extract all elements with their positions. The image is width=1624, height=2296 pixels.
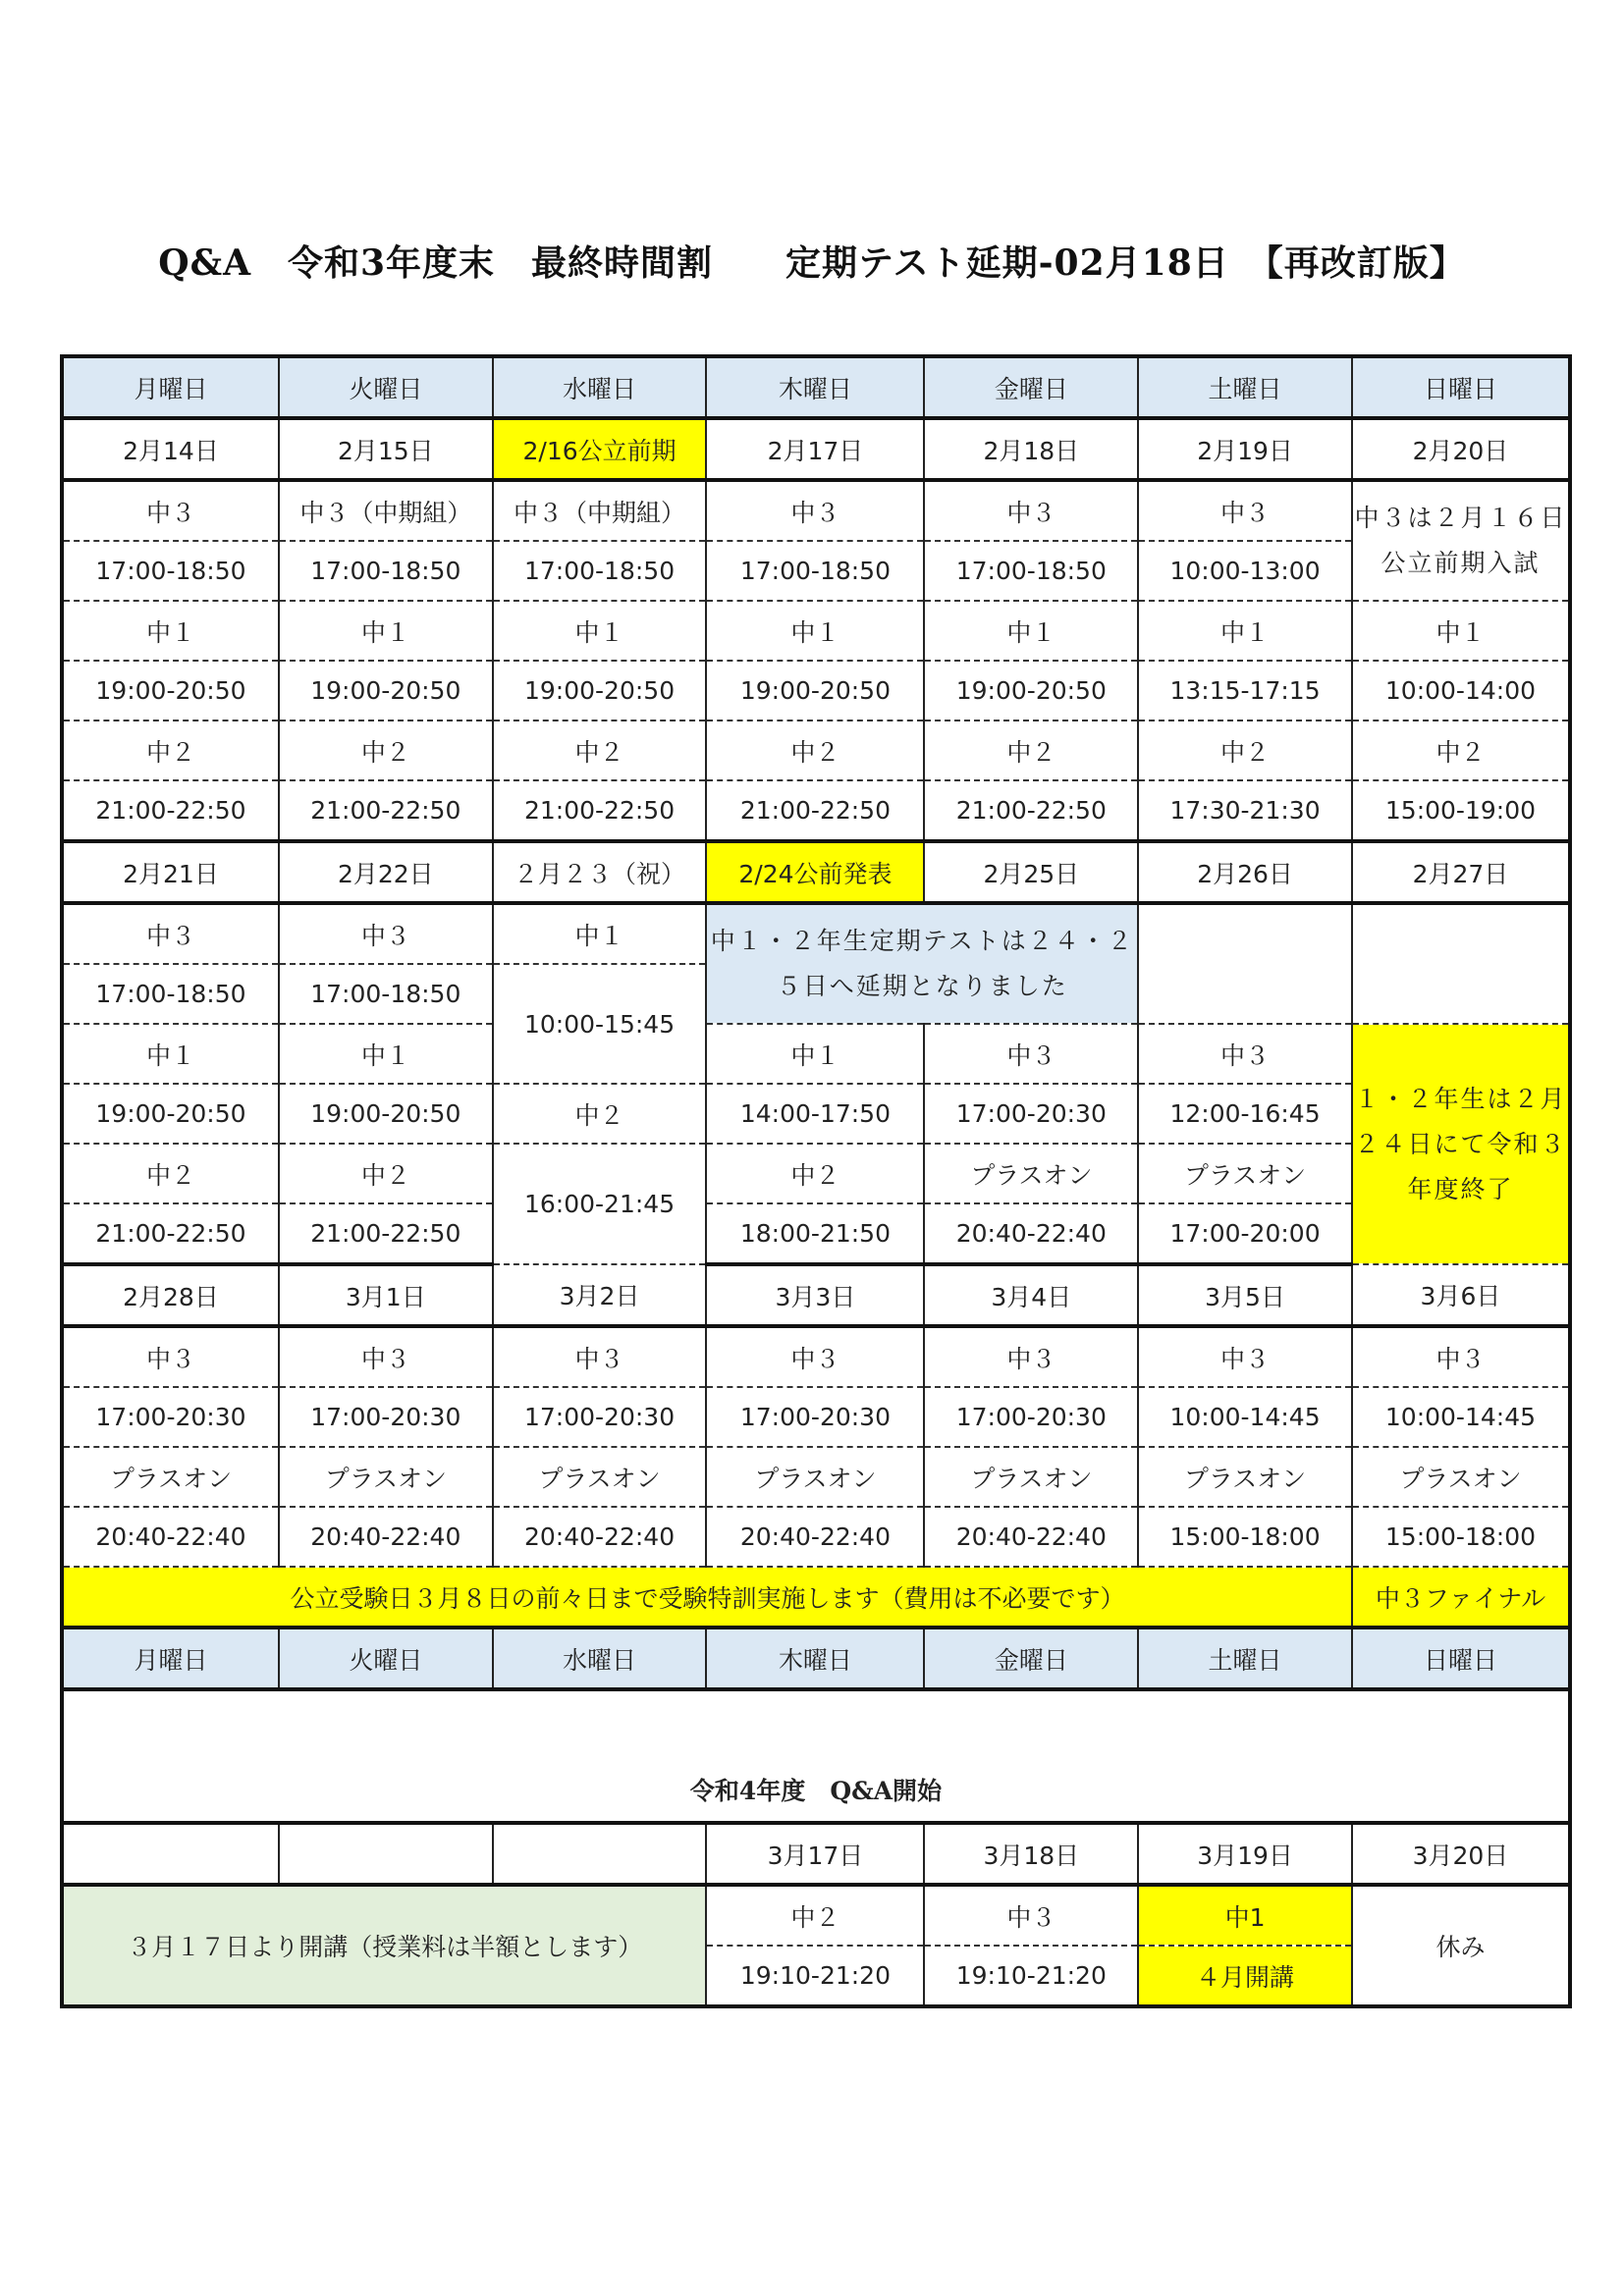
weekday-cell: 日曜日 — [1352, 356, 1570, 418]
time-cell: 15:00-18:00 — [1138, 1507, 1352, 1567]
time-cell: 13:15-17:15 — [1138, 661, 1352, 721]
time-cell: 17:00-20:30 — [924, 1387, 1138, 1447]
class-cell: プラスオン — [1138, 1447, 1352, 1507]
date-cell: 3月4日 — [924, 1264, 1138, 1326]
empty-cell — [279, 1823, 493, 1885]
class-cell: 中２ — [706, 1144, 924, 1203]
april-start-cell: ４月開講 — [1138, 1946, 1352, 2006]
class-cell: 中３ — [924, 1024, 1138, 1084]
class-cell: プラスオン — [706, 1447, 924, 1507]
special-training-banner: 公立受験日３月８日の前々日まで受験特訓実施します（費用は不必要です） — [62, 1567, 1352, 1628]
class-cell: 中１ — [493, 903, 707, 964]
class-cell: 中３ — [279, 1326, 493, 1387]
class-cell: 中３ — [1138, 1024, 1352, 1084]
time-cell: 20:40-22:40 — [279, 1507, 493, 1567]
class-cell: 中１ — [279, 601, 493, 661]
weekday-cell: 金曜日 — [924, 356, 1138, 418]
time-cell: 17:00-20:30 — [924, 1084, 1138, 1144]
class-cell: 中２ — [1138, 721, 1352, 780]
time-cell: 19:00-20:50 — [493, 661, 707, 721]
empty-cell — [62, 1823, 279, 1885]
time-cell: 10:00-15:45 — [493, 964, 707, 1084]
week1-row — [62, 780, 1570, 841]
empty-cell — [493, 1823, 707, 1885]
date-cell: 2月20日 — [1352, 418, 1570, 480]
time-cell: 17:00-18:50 — [279, 964, 493, 1024]
class-cell: 中１ — [279, 1024, 493, 1084]
time-cell: 10:00-13:00 — [1138, 541, 1352, 601]
time-cell: 21:00-22:50 — [493, 780, 707, 841]
week1-row — [62, 661, 1570, 721]
weekday-cell: 金曜日 — [924, 1628, 1138, 1689]
date-cell: 2月19日 — [1138, 418, 1352, 480]
week2-row — [62, 1144, 1570, 1203]
time-cell: 17:00-18:50 — [62, 964, 279, 1024]
final-cell: 中３ファイナル — [1352, 1567, 1570, 1628]
date-cell: 2月17日 — [706, 418, 924, 480]
year-end-note: １・２年生は２月２４日にて令和３年度終了 — [1352, 1024, 1570, 1264]
date-cell: 2月26日 — [1138, 841, 1352, 903]
date-cell: 3月6日 — [1352, 1264, 1570, 1326]
new-year-row — [62, 1885, 1570, 1946]
date-cell-highlight: 2/16公立前期 — [493, 418, 707, 480]
time-cell: 10:00-14:00 — [1352, 661, 1570, 721]
time-cell: 19:10-21:20 — [706, 1946, 924, 2006]
time-cell: 21:00-22:50 — [62, 1203, 279, 1264]
week1-row — [62, 601, 1570, 661]
class-cell: 中２ — [493, 1084, 707, 1144]
week3-row — [62, 1387, 1570, 1447]
weekday-cell: 月曜日 — [62, 356, 279, 418]
class-cell: 中３ — [62, 903, 279, 964]
class-cell: プラスオン — [1352, 1447, 1570, 1507]
date-cell: 2月18日 — [924, 418, 1138, 480]
date-cell: 3月17日 — [706, 1823, 924, 1885]
weekday-cell: 水曜日 — [493, 356, 707, 418]
class-cell-highlight: 中1 — [1138, 1885, 1352, 1946]
weekday-cell: 水曜日 — [493, 1628, 707, 1689]
class-cell: 中１ — [706, 601, 924, 661]
class-cell: 中１ — [493, 601, 707, 661]
class-cell: 中３（中期組） — [493, 480, 707, 541]
class-cell: プラスオン — [924, 1144, 1138, 1203]
time-cell: 20:40-22:40 — [706, 1507, 924, 1567]
weekday-cell: 木曜日 — [706, 356, 924, 418]
week1-row — [62, 721, 1570, 780]
date-cell: 3月19日 — [1138, 1823, 1352, 1885]
class-cell: 中３ — [1138, 480, 1352, 541]
time-cell: 12:00-16:45 — [1138, 1084, 1352, 1144]
class-cell: 中３ — [706, 480, 924, 541]
week1-row — [62, 541, 1570, 601]
class-cell: プラスオン — [1138, 1144, 1352, 1203]
time-cell: 17:00-18:50 — [924, 541, 1138, 601]
date-cell: 2月15日 — [279, 418, 493, 480]
week2-row — [62, 1084, 1570, 1144]
time-cell: 17:00-20:30 — [62, 1387, 279, 1447]
class-cell: 中３ — [924, 1326, 1138, 1387]
class-cell: 中１ — [1138, 601, 1352, 661]
class-cell: プラスオン — [62, 1447, 279, 1507]
class-cell: 中３（中期組） — [279, 480, 493, 541]
time-cell: 17:00-18:50 — [279, 541, 493, 601]
time-cell: 19:00-20:50 — [62, 1084, 279, 1144]
class-cell: 中１ — [706, 1024, 924, 1084]
time-cell: 10:00-14:45 — [1352, 1387, 1570, 1447]
week1-row — [62, 480, 1570, 541]
class-cell: 中１ — [62, 1024, 279, 1084]
weekday-cell: 土曜日 — [1138, 356, 1352, 418]
time-cell: 15:00-19:00 — [1352, 780, 1570, 841]
weekday-cell: 木曜日 — [706, 1628, 924, 1689]
time-cell: 21:00-22:50 — [924, 780, 1138, 841]
class-cell: 中２ — [706, 1885, 924, 1946]
opening-note: ３月１７日より開講（授業料は半額とします） — [62, 1885, 706, 2006]
time-cell: 21:00-22:50 — [279, 780, 493, 841]
time-cell: 21:00-22:50 — [706, 780, 924, 841]
weekday-cell: 火曜日 — [279, 356, 493, 418]
class-cell: プラスオン — [924, 1447, 1138, 1507]
time-cell: 19:00-20:50 — [62, 661, 279, 721]
class-cell: 中１ — [924, 601, 1138, 661]
date-cell: 3月1日 — [279, 1264, 493, 1326]
time-cell: 19:00-20:50 — [279, 1084, 493, 1144]
class-cell: 中３ — [706, 1326, 924, 1387]
weekday-cell: 火曜日 — [279, 1628, 493, 1689]
time-cell: 18:00-21:50 — [706, 1203, 924, 1264]
time-cell: 17:00-20:30 — [279, 1387, 493, 1447]
empty-cell — [1138, 903, 1352, 1024]
time-cell: 19:10-21:20 — [924, 1946, 1138, 2006]
time-cell: 20:40-22:40 — [924, 1507, 1138, 1567]
test-postponed-note: 中１・２年生定期テストは２４・２５日へ延期となりました — [706, 903, 1138, 1024]
class-cell: 中２ — [62, 1144, 279, 1203]
week2-row — [62, 1203, 1570, 1264]
new-year-date-row — [62, 1823, 1570, 1885]
time-cell: 17:30-21:30 — [1138, 780, 1352, 841]
date-cell: 2月25日 — [924, 841, 1138, 903]
class-cell: 中３ — [924, 480, 1138, 541]
class-cell: プラスオン — [493, 1447, 707, 1507]
week2-row — [62, 903, 1570, 964]
week2-row — [62, 1024, 1570, 1084]
class-cell: 中１ — [62, 601, 279, 661]
weekday-header-row-2 — [62, 1628, 1570, 1689]
time-cell: 10:00-14:45 — [1138, 1387, 1352, 1447]
special-training-row — [62, 1567, 1570, 1628]
class-cell: 中３ — [62, 480, 279, 541]
class-cell: 中２ — [493, 721, 707, 780]
class-cell: 中３ — [924, 1885, 1138, 1946]
time-cell: 19:00-20:50 — [279, 661, 493, 721]
week3-row — [62, 1507, 1570, 1567]
new-year-title: 令和4年度 Q&A開始 — [62, 1689, 1570, 1823]
time-cell: 19:00-20:50 — [924, 661, 1138, 721]
date-cell: 3月5日 — [1138, 1264, 1352, 1326]
class-cell: 中２ — [706, 721, 924, 780]
weekday-cell: 月曜日 — [62, 1628, 279, 1689]
week2-date-row — [62, 841, 1570, 903]
week3-row — [62, 1326, 1570, 1387]
time-cell: 17:00-18:50 — [62, 541, 279, 601]
time-cell: 15:00-18:00 — [1352, 1507, 1570, 1567]
class-cell: 中２ — [924, 721, 1138, 780]
week1-date-row — [62, 418, 1570, 480]
date-cell: 2月28日 — [62, 1264, 279, 1326]
empty-cell — [1352, 903, 1570, 1024]
date-cell: 2月27日 — [1352, 841, 1570, 903]
class-cell: 中２ — [1352, 721, 1570, 780]
time-cell: 21:00-22:50 — [279, 1203, 493, 1264]
time-cell: 17:00-18:50 — [493, 541, 707, 601]
time-cell: 19:00-20:50 — [706, 661, 924, 721]
time-cell: 17:00-18:50 — [706, 541, 924, 601]
time-cell: 21:00-22:50 — [62, 780, 279, 841]
week3-row — [62, 1447, 1570, 1507]
weekday-header-row — [62, 356, 1570, 418]
holiday-cell: 休み — [1352, 1885, 1570, 2006]
time-cell: 20:40-22:40 — [62, 1507, 279, 1567]
date-cell: 3月20日 — [1352, 1823, 1570, 1885]
schedule-table — [60, 354, 1572, 2008]
date-cell-highlight: 2/24公前発表 — [706, 841, 924, 903]
class-cell: 中１ — [1352, 601, 1570, 661]
date-cell: 2月21日 — [62, 841, 279, 903]
time-cell: 20:40-22:40 — [493, 1507, 707, 1567]
date-cell: ２月２３（祝） — [493, 841, 707, 903]
class-cell: 中３ — [493, 1326, 707, 1387]
date-cell: 3月18日 — [924, 1823, 1138, 1885]
time-cell: 14:00-17:50 — [706, 1084, 924, 1144]
date-cell: 2月14日 — [62, 418, 279, 480]
class-cell: プラスオン — [279, 1447, 493, 1507]
class-cell: 中３ — [279, 903, 493, 964]
time-cell: 17:00-20:30 — [493, 1387, 707, 1447]
time-cell: 17:00-20:30 — [706, 1387, 924, 1447]
date-cell: 2月22日 — [279, 841, 493, 903]
week3-date-row — [62, 1264, 1570, 1326]
class-cell: 中３ — [1352, 1326, 1570, 1387]
page-title: Q&A 令和3年度末 最終時間割 定期テスト延期-02月18日 【再改訂版】 — [158, 242, 1466, 284]
new-year-row — [62, 1689, 1570, 1823]
class-cell: 中２ — [62, 721, 279, 780]
weekday-cell: 土曜日 — [1138, 1628, 1352, 1689]
class-cell: 中３ — [1138, 1326, 1352, 1387]
date-cell: 3月3日 — [706, 1264, 924, 1326]
time-cell: 16:00-21:45 — [493, 1144, 707, 1264]
time-cell: 17:00-20:00 — [1138, 1203, 1352, 1264]
class-cell: 中２ — [279, 721, 493, 780]
date-cell: 3月2日 — [493, 1264, 707, 1326]
time-cell: 20:40-22:40 — [924, 1203, 1138, 1264]
class-cell: 中２ — [279, 1144, 493, 1203]
class-cell: 中３ — [62, 1326, 279, 1387]
weekday-cell: 日曜日 — [1352, 1628, 1570, 1689]
sunday-exam-note: 中３は２月１６日公立前期入試 — [1352, 480, 1570, 601]
